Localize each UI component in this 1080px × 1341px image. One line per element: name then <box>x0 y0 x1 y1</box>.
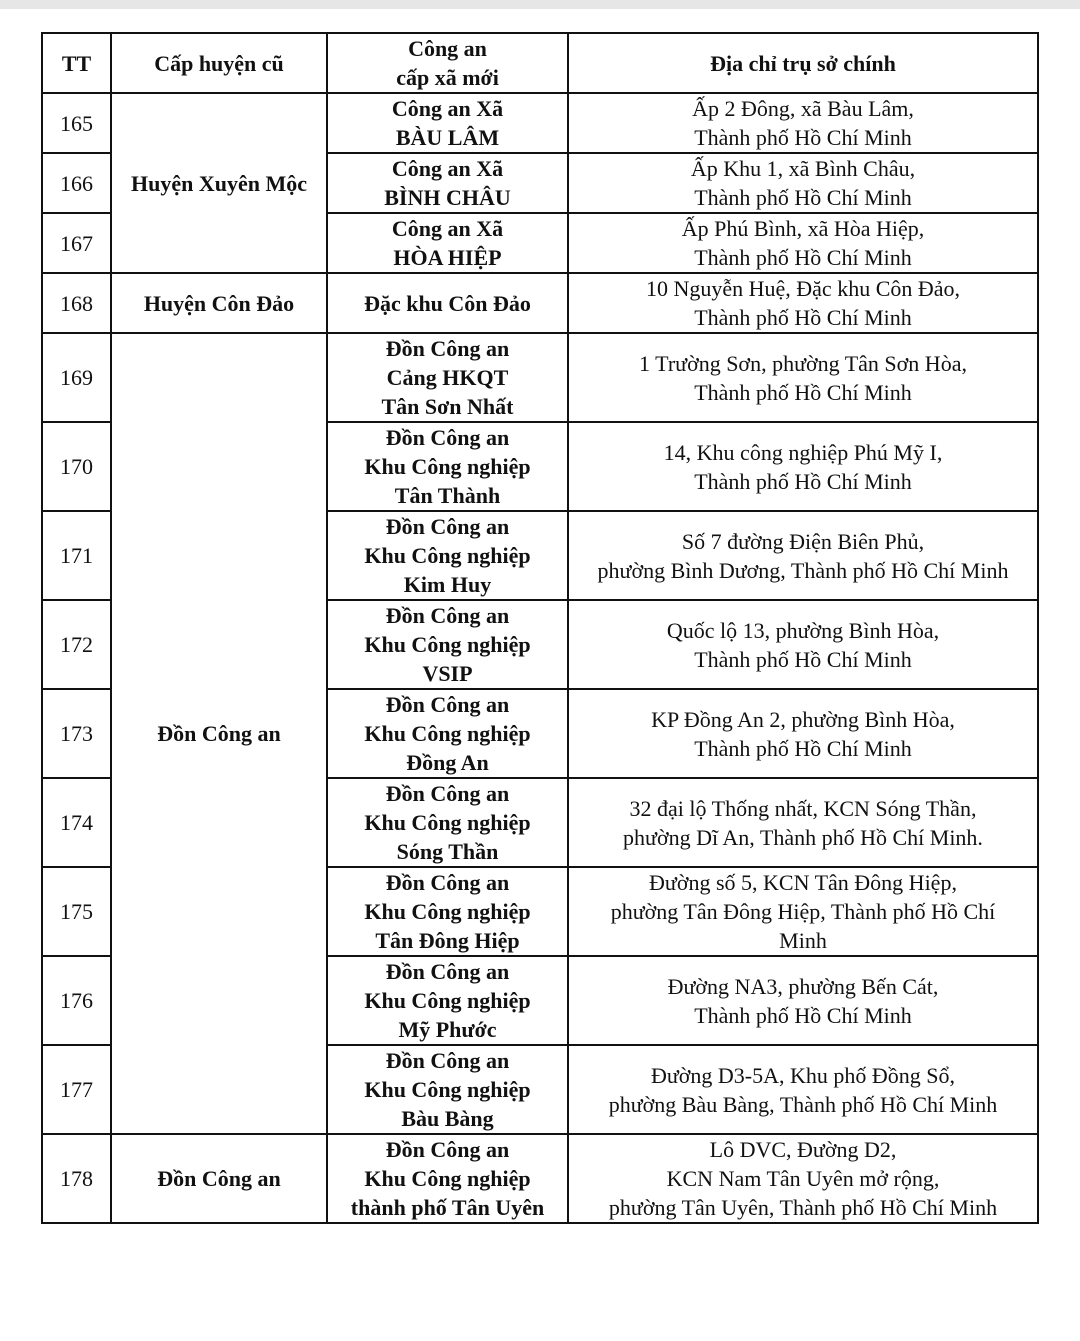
unit-cell <box>327 1045 568 1134</box>
district-cell: Đồn Công an <box>111 333 327 1134</box>
unit-line: Công an Xã <box>391 216 504 241</box>
header-address: Địa chỉ trụ sở chính <box>568 33 1038 93</box>
unit-cell <box>327 333 568 422</box>
row-number: 174 <box>42 778 111 867</box>
unit-line: Tân Thành <box>394 483 501 508</box>
address-line: 10 Nguyễn Huệ, Đặc khu Côn Đảo, <box>645 276 961 301</box>
address-line: Ấp 2 Đông, xã Bàu Lâm, <box>692 96 914 121</box>
unit-line: Đồn Công an <box>385 514 510 539</box>
address-cell <box>568 689 1038 778</box>
address-line: Thành phố Hồ Chí Minh <box>694 245 912 270</box>
unit-line: BÀU LÂM <box>395 125 500 150</box>
row-number: 172 <box>42 600 111 689</box>
row-number: 165 <box>42 93 111 153</box>
row-number: 173 <box>42 689 111 778</box>
table-row <box>42 273 1038 333</box>
address-line: Đường D3-5A, Khu phố Đồng Sổ, <box>650 1062 956 1088</box>
row-number: 166 <box>42 153 111 213</box>
unit-line: Khu Công nghiệp <box>364 454 531 479</box>
address-line: phường Bình Dương, Thành phố Hồ Chí Minh <box>597 557 1009 583</box>
address-line: Minh <box>779 928 827 953</box>
address-line: Thành phố Hồ Chí Minh <box>694 305 912 330</box>
unit-cell <box>327 422 568 511</box>
row-number: 175 <box>42 867 111 956</box>
unit-cell <box>327 153 568 213</box>
unit-line: Đồn Công an <box>385 425 510 450</box>
address-line: 1 Trường Sơn, phường Tân Sơn Hòa, <box>639 350 967 376</box>
unit-line: Khu Công nghiệp <box>364 721 531 746</box>
unit-line: Đồn Công an <box>385 692 510 717</box>
address-cell <box>568 867 1038 956</box>
district-cell: Huyện Xuyên Mộc <box>111 93 327 273</box>
unit-line: Kim Huy <box>403 572 492 597</box>
address-cell <box>568 213 1038 273</box>
unit-cell <box>327 778 568 867</box>
address-line: phường Tân Uyên, Thành phố Hồ Chí Minh <box>608 1195 998 1220</box>
top-edge-strip <box>0 0 1080 9</box>
police-stations-table <box>41 32 1039 1224</box>
unit-line: Khu Công nghiệp <box>364 1166 531 1191</box>
row-number: 177 <box>42 1045 111 1134</box>
table-row <box>42 1134 1038 1223</box>
unit-line: HÒA HIỆP <box>393 245 502 270</box>
unit-line: BÌNH CHÂU <box>384 185 511 210</box>
district-cell: Đồn Công an <box>111 1134 327 1223</box>
unit-line: Sóng Thần <box>396 839 499 864</box>
address-cell <box>568 1045 1038 1134</box>
header-row <box>42 33 1038 93</box>
unit-cell <box>327 956 568 1045</box>
address-line: Lô DVC, Đường D2, <box>709 1137 897 1162</box>
address-line: Ấp Phú Bình, xã Hòa Hiệp, <box>681 216 925 241</box>
address-cell <box>568 1134 1038 1223</box>
unit-line: Đồn Công an <box>385 781 510 806</box>
address-cell <box>568 600 1038 689</box>
unit-cell <box>327 600 568 689</box>
header-unit <box>327 33 568 93</box>
address-line: Thành phố Hồ Chí Minh <box>694 646 912 672</box>
unit-cell <box>327 213 568 273</box>
address-line: KP Đồng An 2, phường Bình Hòa, <box>651 706 955 732</box>
unit-line: Đồng An <box>406 750 489 775</box>
row-number: 171 <box>42 511 111 600</box>
unit-line: Tân Sơn Nhất <box>381 394 514 419</box>
address-line: Thành phố Hồ Chí Minh <box>694 1002 912 1028</box>
row-number: 169 <box>42 333 111 422</box>
address-cell <box>568 153 1038 213</box>
unit-line: Khu Công nghiệp <box>364 899 531 924</box>
district-cell: Huyện Côn Đảo <box>111 273 327 333</box>
unit-line: Đồn Công an <box>385 1048 510 1073</box>
address-line: Đường số 5, KCN Tân Đông Hiệp, <box>649 870 957 895</box>
address-cell <box>568 778 1038 867</box>
unit-line: Công an Xã <box>391 96 504 121</box>
unit-line: Tân Đông Hiệp <box>375 928 520 953</box>
unit-cell <box>327 511 568 600</box>
row-number: 170 <box>42 422 111 511</box>
address-line: Thành phố Hồ Chí Minh <box>694 468 912 494</box>
unit-line: Khu Công nghiệp <box>364 1077 531 1102</box>
unit-line: Mỹ Phước <box>398 1017 497 1042</box>
header-unit-line: cấp xã mới <box>396 65 499 90</box>
table-row <box>42 333 1038 422</box>
unit-line: VSIP <box>422 661 473 686</box>
unit-line: Đồn Công an <box>385 959 510 984</box>
unit-line: Bàu Bàng <box>401 1106 494 1131</box>
unit-line: Khu Công nghiệp <box>364 988 531 1013</box>
address-line: Đường NA3, phường Bến Cát, <box>667 973 939 999</box>
address-line: Thành phố Hồ Chí Minh <box>694 735 912 761</box>
unit-line: Đồn Công an <box>385 336 510 361</box>
row-number: 168 <box>42 273 111 333</box>
address-cell <box>568 956 1038 1045</box>
address-line: phường Dĩ An, Thành phố Hồ Chí Minh. <box>623 824 983 850</box>
unit-line: Khu Công nghiệp <box>364 632 531 657</box>
unit-line: Cảng HKQT <box>386 365 509 390</box>
address-line: phường Tân Đông Hiệp, Thành phố Hồ Chí <box>610 899 996 924</box>
row-number: 167 <box>42 213 111 273</box>
address-line: Thành phố Hồ Chí Minh <box>694 125 912 150</box>
address-line: Thành phố Hồ Chí Minh <box>694 379 912 405</box>
address-line: Thành phố Hồ Chí Minh <box>694 185 912 210</box>
unit-cell <box>327 689 568 778</box>
row-number: 178 <box>42 1134 111 1223</box>
address-line: Ấp Khu 1, xã Bình Châu, <box>690 156 916 181</box>
address-line: phường Bàu Bàng, Thành phố Hồ Chí Minh <box>608 1091 998 1117</box>
address-line: Số 7 đường Điện Biên Phủ, <box>681 528 925 554</box>
row-number: 176 <box>42 956 111 1045</box>
unit-line: Đồn Công an <box>385 1137 510 1162</box>
address-cell <box>568 511 1038 600</box>
header-tt: TT <box>42 33 111 93</box>
address-cell <box>568 333 1038 422</box>
header-district: Cấp huyện cũ <box>111 33 327 93</box>
table-row <box>42 93 1038 153</box>
header-unit-line: Công an <box>408 36 487 61</box>
unit-line: thành phố Tân Uyên <box>350 1195 545 1220</box>
unit-line: Công an Xã <box>391 156 504 181</box>
address-line: 14, Khu công nghiệp Phú Mỹ I, <box>663 439 943 465</box>
unit-cell <box>327 1134 568 1223</box>
unit-line: Khu Công nghiệp <box>364 810 531 835</box>
unit-cell <box>327 273 568 333</box>
unit-line: Đồn Công an <box>385 603 510 628</box>
address-line: KCN Nam Tân Uyên mở rộng, <box>666 1166 940 1191</box>
address-cell <box>568 422 1038 511</box>
address-cell <box>568 93 1038 153</box>
address-line: 32 đại lộ Thống nhất, KCN Sóng Thần, <box>629 795 977 821</box>
unit-cell <box>327 93 568 153</box>
address-cell <box>568 273 1038 333</box>
unit-cell <box>327 867 568 956</box>
unit-line: Đồn Công an <box>385 870 510 895</box>
unit-line: Khu Công nghiệp <box>364 543 531 568</box>
unit-line: Đặc khu Côn Đảo <box>364 290 531 316</box>
address-line: Quốc lộ 13, phường Bình Hòa, <box>666 617 940 643</box>
